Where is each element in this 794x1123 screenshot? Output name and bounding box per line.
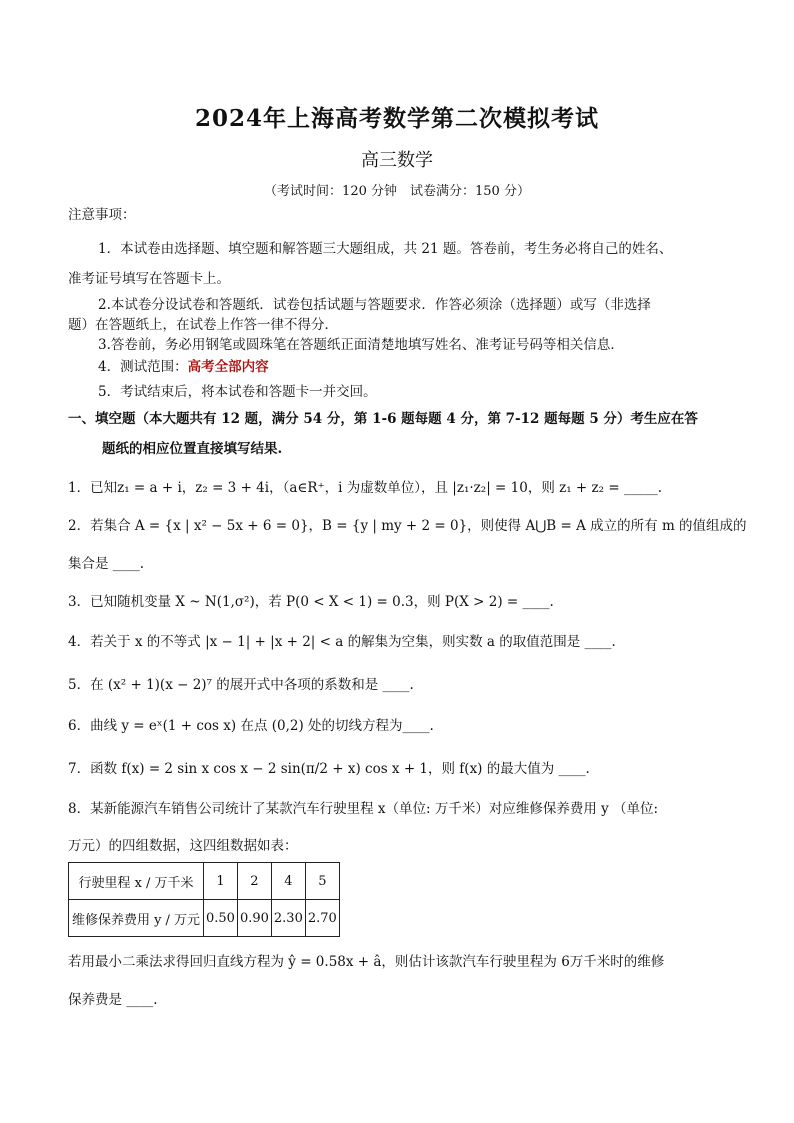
section1-heading-b: 题纸的相应位置直接填写结果. <box>102 441 283 457</box>
page-title: 2024年上海高考数学第二次模拟考试 <box>194 105 599 132</box>
notice-item-3: 3.答卷前，务必用钢笔或圆珠笔在答题纸正面清楚地填写姓名、准考证号码等相关信息． <box>98 337 624 353</box>
table-cell: 2.30 <box>271 900 305 937</box>
question-8a: 8．某新能源汽车销售公司统计了某款汽车行驶里程 x（单位: 万千米）对应维修保养费用 y （单位: <box>68 801 659 817</box>
notice-item-1a: 1．本试卷由选择题、填空题和解答题三大题组成，共 21 题。答卷前，考生务必将自己的姓名、 <box>98 241 673 257</box>
table-row <box>69 863 340 900</box>
table-cell: 5 <box>305 863 339 900</box>
table-row-label: 维修保养费用 y / 万元 <box>69 900 204 937</box>
question-3: 3．已知随机变量 X ~ N(1,σ²)，若 P(0 < X < 1) = 0.3，则 P(X > 2) = ____. <box>68 594 554 610</box>
notice-item-4 <box>98 358 269 376</box>
table-cell: 0.50 <box>204 900 238 937</box>
table-cell: 2 <box>237 863 271 900</box>
question-7: 7．函数 f(x) = 2 sin x cos x − 2 sin(π/2 + x) cos x + 1，则 f(x) 的最大值为 ____. <box>68 761 590 777</box>
notice-item-5: 5．考试结束后，将本试卷和答题卡一并交回。 <box>98 384 377 400</box>
question-8c: 若用最小二乘法求得回归直线方程为 ŷ = 0.58x + â，则估计该款汽车行驶里程为 6万千米时的维修 <box>68 954 665 970</box>
question-4: 4．若关于 x 的不等式 |x − 1| + |x + 2| < a 的解集为空集，则实数 a 的取值范围是 ____. <box>68 634 616 650</box>
notice-item-4-scope: 高考全部内容 <box>187 359 269 375</box>
table-cell: 4 <box>271 863 305 900</box>
question-8b: 万元）的四组数据，这四组数据如表： <box>68 838 298 854</box>
exam-info: （考试时间：120 分钟 试卷满分：150 分） <box>264 184 530 199</box>
question-1: 1．已知z₁ = a + i，z₂ = 3 + 4i，（a∈R⁺，i 为虚数单位），且 |z₁·z₂| = 10，则 z₁ + z₂ = _____. <box>68 480 662 496</box>
section1-heading-a: 一、填空题（本大题共有 12 题，满分 54 分，第 1-6 题每题 4 分，第 7-12 题每题 5 分）考生应在答 <box>68 411 698 427</box>
data-table <box>68 862 340 937</box>
table-cell: 0.90 <box>237 900 271 937</box>
notice-item-2b: 题）在答题纸上，在试卷上作答一律不得分． <box>68 317 338 333</box>
question-5: 5．在 (x² + 1)(x − 2)⁷ 的展开式中各项的系数和是 ____. <box>68 677 414 693</box>
table-row <box>69 900 340 937</box>
question-2a: 2．若集合 A = {x | x² − 5x + 6 = 0}，B = {y | my + 2 = 0}，则使得 A⋃B = A 成立的所有 m 的值组成的 <box>68 518 747 534</box>
question-8d: 保养费是 ____. <box>68 992 158 1008</box>
table-row-label: 行驶里程 x / 万千米 <box>69 863 204 900</box>
table-cell: 1 <box>204 863 238 900</box>
notice-item-2a: 2.本试卷分设试卷和答题纸．试卷包括试题与答题要求．作答必须涂（选择题）或写（非选择 <box>98 297 651 313</box>
notice-item-4-prefix: 4．测试范围： <box>98 359 188 375</box>
table-cell: 2.70 <box>305 900 339 937</box>
question-2b: 集合是 ____. <box>68 556 145 572</box>
notice-item-1b: 准考证号填写在答题卡上。 <box>68 271 230 287</box>
notice-heading: 注意事项： <box>68 207 136 223</box>
page-subtitle: 高三数学 <box>361 150 433 171</box>
question-6: 6．曲线 y = eˣ(1 + cos x) 在点 (0,2) 处的切线方程为____. <box>68 718 434 734</box>
